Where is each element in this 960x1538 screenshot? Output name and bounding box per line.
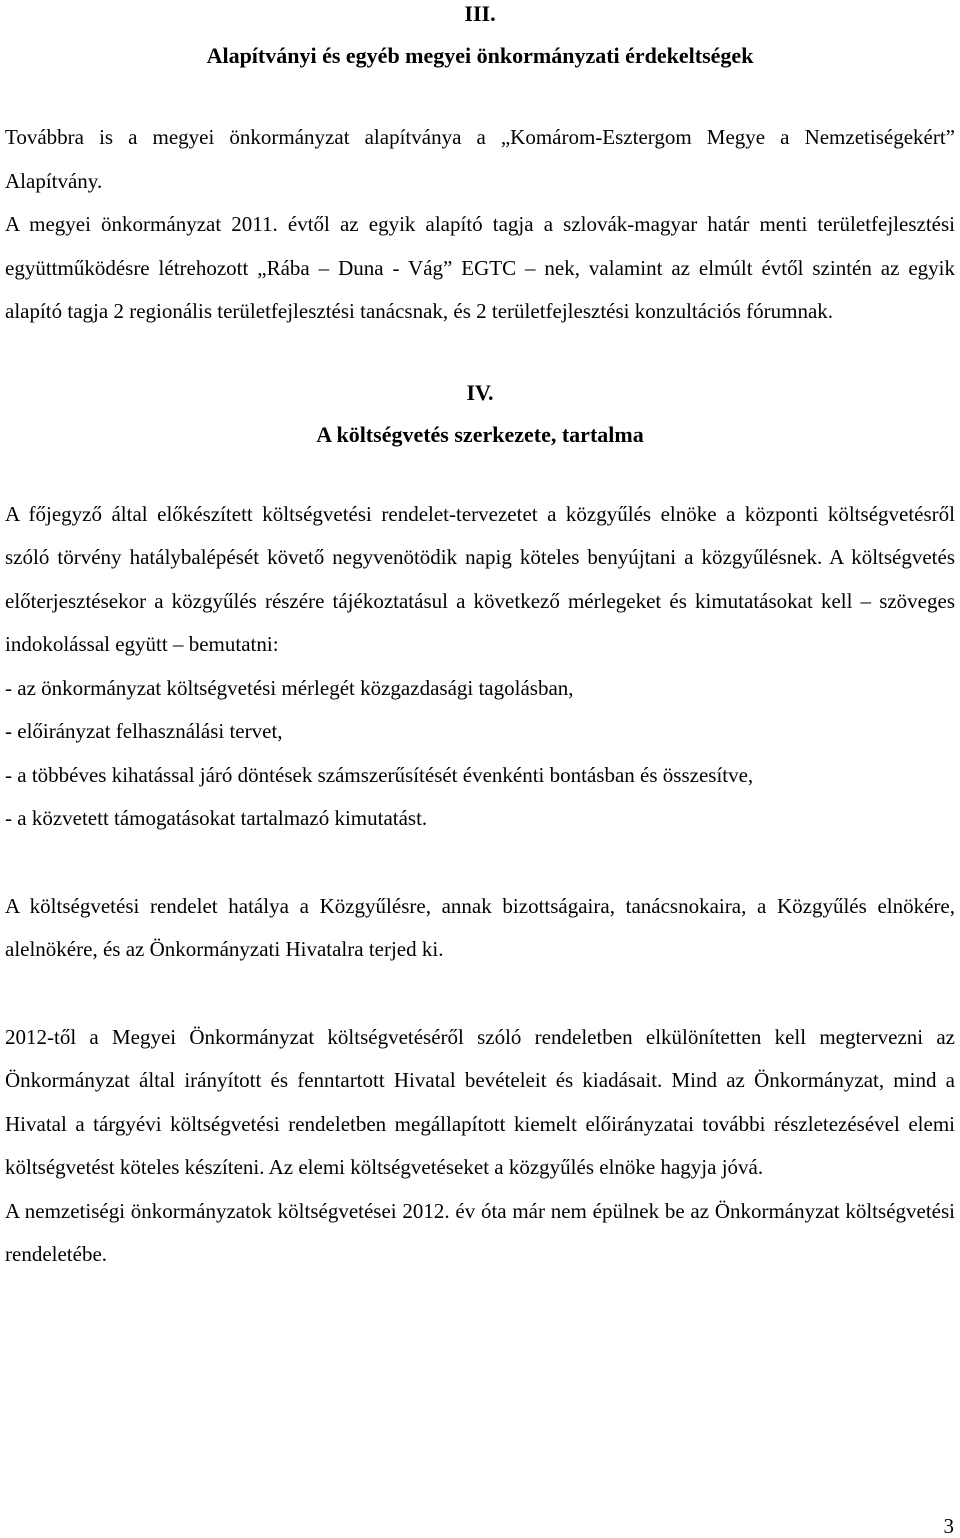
section-4-paragraph-office-budget: 2012-től a Megyei Önkormányzat költségvetéséről szóló rendeletben elkülönítetten kell megtervezni az Önkormányzat által irányított és fenntartott Hivatal bevételeit és kiadásait. Mind az Önkormányzat, mind a Hivatal a tárgyévi költségvetési rendeletben megállapított kiemelt előirányzatai további részletezésével elemi költségvetést köteles készíteni. Az elemi költségvetéseket a közgyűlés elnöke hagyja jóvá. bbox=[5, 1024, 955, 1179]
page-number: 3 bbox=[943, 1514, 954, 1538]
list-item: - előirányzat felhasználási tervet, bbox=[5, 719, 283, 743]
section-4-paragraph-scope: A költségvetési rendelet hatálya a Közgyűlésre, annak bizottságaira, tanácsnokaira, a Közgyűlés elnökére, alelnökére, és az Önkormányzati Hivatalra terjed ki. bbox=[5, 893, 955, 961]
section-3-paragraph-egtc: A megyei önkormányzat 2011. évtől az egyik alapító tagja a szlovák-magyar határ menti területfejlesztési együttműködésre létrehozott „Rába – Duna - Vág” EGTC – nek, valamint az elmúlt évtől szintén az egyik alapító tagja 2 regionális területfejlesztési tanácsnak, és 2 területfejlesztési konzultációs fórumnak. bbox=[5, 212, 955, 323]
list-item: - a többéves kihatással járó döntések számszerűsítését évenkénti bontásban és összesítve, bbox=[5, 762, 754, 787]
section-4-title: A költségvetés szerkezete, tartalma bbox=[316, 421, 644, 447]
section-4-paragraph-nationality-governments: A nemzetiségi önkormányzatok költségvetései 2012. év óta már nem épülnek be az Önkormányzat költségvetési rendeletébe. bbox=[5, 1198, 955, 1266]
list-item: - az önkormányzat költségvetési mérlegét közgazdasági tagolásban, bbox=[5, 675, 574, 700]
section-3-number: III. bbox=[464, 1, 496, 26]
section-3-paragraph-foundation: Továbbra is a megyei önkormányzat alapítványa a „Komárom-Esztergom Megye a Nemzetiségekért” Alapítvány. bbox=[5, 125, 955, 193]
list-item: - a közvetett támogatásokat tartalmazó kimutatást. bbox=[5, 806, 428, 830]
section-4-number: IV. bbox=[466, 379, 494, 405]
section-4-paragraph-budget-submission: A főjegyző által előkészített költségvetési rendelet-tervezetet a közgyűlés elnöke a központi költségvetésről szóló törvény hatálybalépését követő negyvenötödik napig köteles benyújtani a közgyűlésnek. A költségvetés előterjesztésekor a közgyűlés részére tájékoztatásul a következő mérlegeket és kimutatásokat kell – szöveges indokolással együtt – bemutatni: bbox=[5, 501, 955, 656]
required-statements-list bbox=[5, 667, 955, 841]
section-3-title: Alapítványi és egyéb megyei önkormányzati érdekeltségek bbox=[206, 43, 754, 68]
document-page bbox=[5, 0, 955, 1277]
